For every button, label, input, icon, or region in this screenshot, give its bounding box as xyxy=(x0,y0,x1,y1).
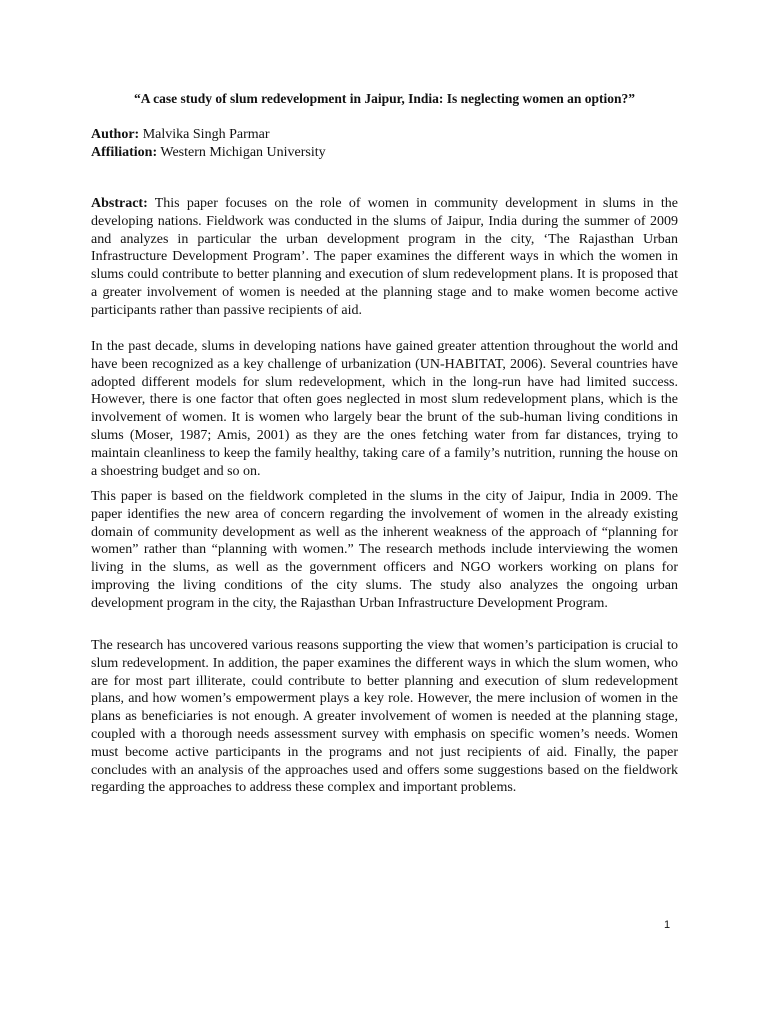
affiliation-line xyxy=(91,144,678,162)
body-paragraph-research: The research has uncovered various reasons supporting the view that women’s participation is crucial to slum redevelopment. In addition, the paper examines the different ways in which the slum women, who are for most part illiterate, could contribute to better planning and execution of slum redevelopment plans, and how women’s empowerment plays a key role. However, the mere inclusion of women in the plans as beneficiaries is not enough. A greater involvement of women is needed at the planning stage, coupled with a thorough needs assessment survey with emphasis on specific women’s needs. Women must become active participants in the programs and not just recipients of aid. Finally, the paper concludes with an analysis of the approaches used and offers some suggestions based on the fieldwork regarding the approaches to address these complex and important problems. xyxy=(91,638,678,796)
author-line xyxy=(91,126,678,144)
author-label: Author: xyxy=(91,127,140,142)
author-block xyxy=(91,126,678,162)
affiliation-label: Affiliation: xyxy=(91,145,158,160)
paper-title: “A case study of slum redevelopment in Jaipur, India: Is neglecting women an option?” xyxy=(133,91,636,106)
body-paragraph-fieldwork: This paper is based on the fieldwork completed in the slums in the city of Jaipur, India in 2009. The paper identifies the new area of concern regarding the involvement of women in the already existing domain of community development as well as the inherent weakness of the approach of “planning for women” rather than “planning with women.” The research methods include interviewing the women living in the slums, as well as the government officers and NGO workers working on plans for improving the living conditions of the city slums. The study also analyzes the ongoing urban development program in the city, the Rajasthan Urban Infrastructure Development Program. xyxy=(91,489,678,611)
abstract-label: Abstract: xyxy=(91,196,148,211)
abstract-paragraph xyxy=(91,195,678,320)
body-paragraph-intro: In the past decade, slums in developing nations have gained greater attention throughout the world and have been recognized as a key challenge of urbanization (UN-HABITAT, 2006). Several countries have adopted different models for slum redevelopment, which in the long-run have had limited success. However, there is one factor that often goes neglected in most slum redevelopment plans, which is the involvement of women. It is women who largely bear the brunt of the sub-human living conditions in slums (Moser, 1987; Amis, 2001) as they are the ones fetching water from far distances, trying to maintain cleanliness to keep the family healthy, taking care of a family’s nutrition, running the house on a shoestring budget and so on. xyxy=(91,339,678,479)
affiliation-name: Western Michigan University xyxy=(160,145,326,160)
abstract-text: This paper focuses on the role of women in community development in slums in the developing nations. Fieldwork was conducted in the slums of Jaipur, India during the summer of 2009 and analyzes in particular the urban development program in the city, ‘The Rajasthan Urban Infrastructure Development Program’. The paper examines the different ways in which the women in slums could contribute to better planning and execution of slum redevelopment plans. It is proposed that a greater involvement of women is needed at the planning stage and to make women become active participants rather than passive recipients of aid. xyxy=(91,196,678,318)
page-number: 1 xyxy=(664,919,671,931)
author-name: Malvika Singh Parmar xyxy=(142,127,270,142)
